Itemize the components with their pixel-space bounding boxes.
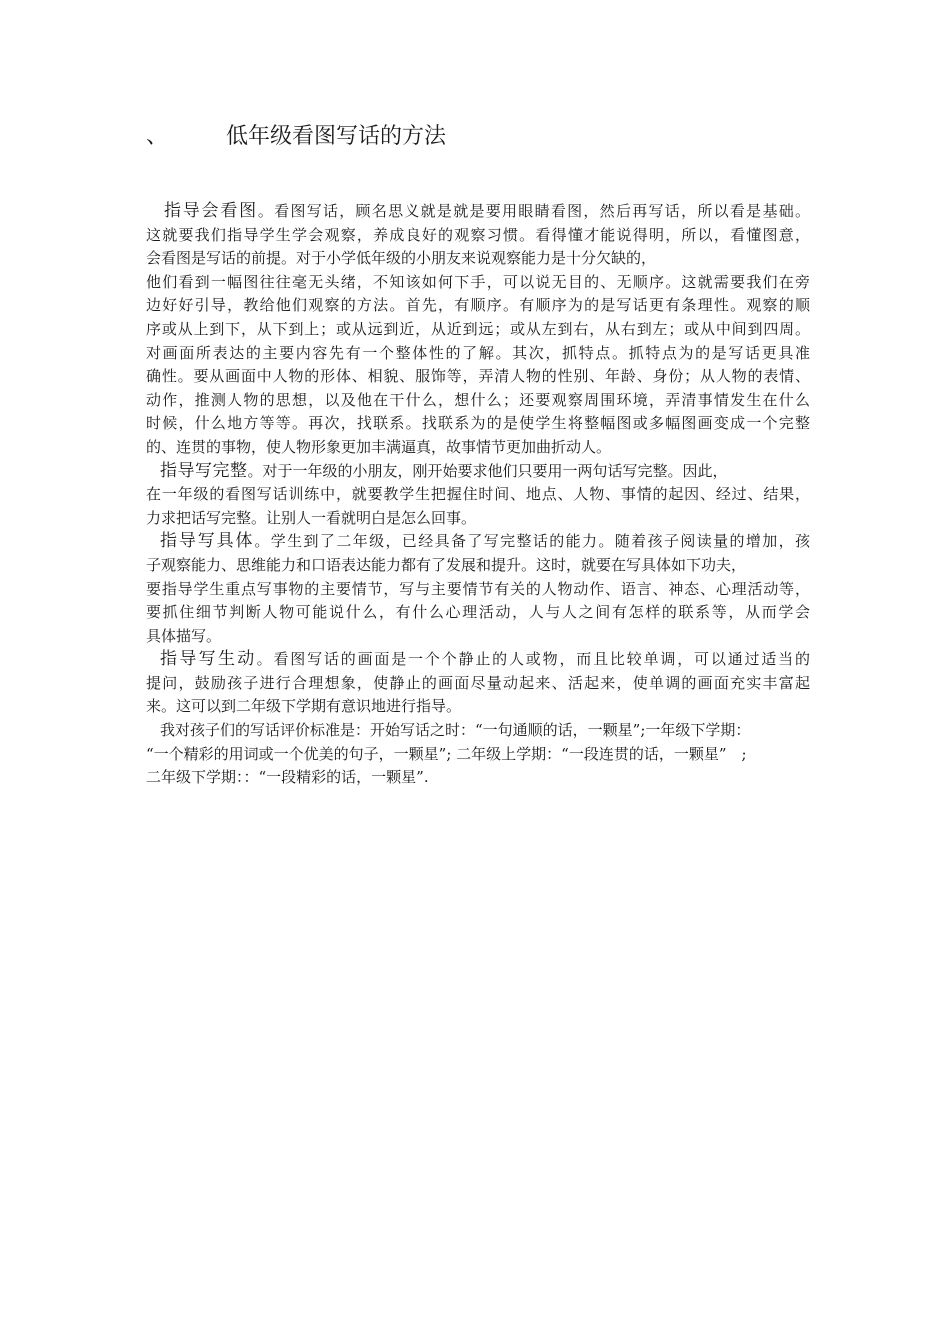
text-line: “一个精彩的用词或一个优美的句子，一颗星”; 二年级上学期：“一段连贯的话，一颗星” ;	[146, 744, 747, 763]
text-line: 指导写具体。学生到了二年级，已经具备了写完整话的能力。随着孩子阅读量的增加，孩	[160, 531, 810, 552]
text-line: 具体描写。	[146, 626, 222, 645]
text-line: 对画面所表达的主要内容先有一个整体性的了解。其次，抓特点。抓特点为的是写话更具准	[146, 343, 810, 362]
text-line: 他们看到一幅图往往毫无头绪，不知该如何下手，可以说无目的、无顺序。这就需要我们在旁	[146, 272, 810, 291]
text-line: 确性。要从画面中人物的形体、相貌、服饰等，弄清人物的性别、年龄、身份；从人物的表情、	[146, 367, 810, 386]
lead-phrase: 指导写具体	[160, 531, 255, 552]
text-line: 来。这可以到二年级下学期有意识地进行指导。	[146, 697, 462, 716]
section-heading	[146, 120, 446, 154]
text-line: 要指导学生重点写事物的主要情节，写与主要情节有关的人物动作、语言、神态、心理活动等，	[146, 579, 810, 598]
text-line: 提问，鼓励孩子进行合理想象，使静止的画面尽量动起来、活起来，使单调的画面充实丰富起	[146, 673, 810, 692]
text-line: 动作，推测人物的思想，以及他在干什么，想什么；还要观察周围环境，弄清事情发生在什么	[146, 390, 810, 409]
text-line: 子观察能力、思维能力和口语表达能力都有了发展和提升。这时，就要在写具体如下功夫，	[146, 555, 747, 574]
text-line: 指导写完整。对于一年级的小朋友，刚开始要求他们只要用一两句话写完整。因此，	[160, 460, 728, 481]
lead-phrase: 指导写生动	[160, 649, 257, 670]
text-line: 边好好引导，教给他们观察的方法。首先，有顺序。有顺序为的是写话更有条理性。观察的顺	[146, 296, 810, 315]
text-line: 这就要我们指导学生学会观察，养成良好的观察习惯。看得懂才能说得明，所以，看懂图意，	[146, 225, 810, 244]
text-line: 会看图是写话的前提。对于小学低年级的小朋友来说观察能力是十分欠缺的，	[146, 249, 657, 268]
lead-phrase: 指导写完整	[160, 460, 248, 481]
text-line: 指导会看图。看图写话，顾名思义就是就是要用眼睛看图，然后再写话，所以看是基础。	[164, 201, 810, 221]
text-line: 二年级下学期：：“一段精彩的话，一颗星”.	[146, 768, 429, 787]
text-line: 序或从上到下，从下到上；或从远到近，从近到远；或从左到右，从右到左；或从中间到四周。	[146, 319, 810, 338]
text-line: 力求把话写完整。让别人一看就明白是怎么回事。	[146, 508, 477, 527]
text-line: 在一年级的看图写话训练中，就要教学生把握住时间、地点、人物、事情的起因、经过、结果，	[146, 485, 810, 504]
text-line: 指导写生动。看图写话的画面是一个个静止的人或物，而且比较单调，可以通过适当的	[160, 649, 810, 670]
text-line: 要抓住细节判断人物可能说什么，有什么心理活动，人与人之间有怎样的联系等，从而学会	[146, 603, 810, 622]
body-text	[146, 200, 810, 790]
heading-title: 低年级看图写话的方法	[226, 124, 447, 149]
heading-number: 、	[146, 124, 169, 149]
text-line: 的、连贯的事物，使人物形象更加丰满逼真，故事情节更加曲折动人。	[146, 437, 612, 456]
lead-phrase: 指导会看图	[164, 201, 258, 221]
text-line: 时候，什么地方等等。再次，找联系。找联系为的是使学生将整幅图或多幅图画变成一个完整	[146, 414, 810, 433]
text-line: 我对孩子们的写话评价标准是：开始写话之时：“一句通顺的话，一颗星”;一年级下学期：	[160, 721, 751, 740]
